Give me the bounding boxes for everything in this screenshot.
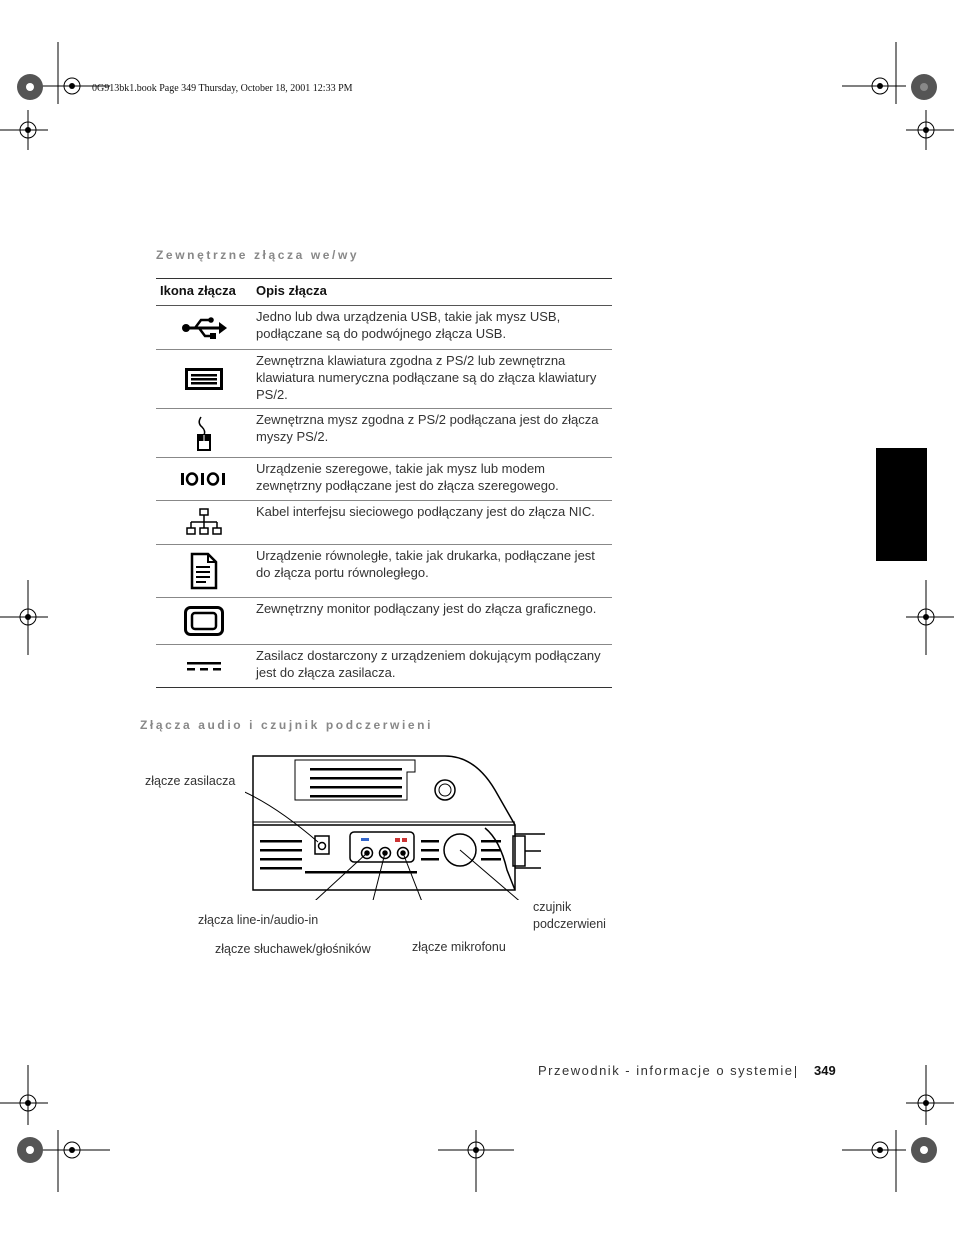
desc-parallel: Urządzenie równoległe, takie jak drukarka, podłączane jest do złącza portu równoległego. bbox=[252, 545, 612, 598]
table-row bbox=[156, 458, 612, 501]
desc-mouse: Zewnętrzna mysz zgodna z PS/2 podłączana jest do złącza myszy PS/2. bbox=[252, 409, 612, 458]
footer-guide-title: Przewodnik - informacje o systemie bbox=[538, 1063, 794, 1078]
table-header-row bbox=[156, 279, 612, 306]
network-icon bbox=[186, 508, 222, 538]
desc-monitor: Zewnętrzny monitor podłączany jest do złącza graficznego. bbox=[252, 598, 612, 645]
table-row bbox=[156, 645, 612, 688]
table-row bbox=[156, 545, 612, 598]
table-row bbox=[156, 306, 612, 350]
parallel-icon bbox=[190, 552, 218, 590]
label-line-in: złącza line-in/audio-in bbox=[198, 913, 319, 927]
book-info-header: 0G913bk1.book Page 349 Thursday, October 18, 2001 12:33 PM bbox=[92, 83, 353, 94]
desc-network: Kabel interfejsu sieciowego podłączany jest do złącza NIC. bbox=[252, 501, 612, 545]
section-title-io: Zewnętrzne złącza we/wy bbox=[156, 248, 360, 262]
usb-icon bbox=[181, 317, 227, 339]
desc-dc-power: Zasilacz dostarczony z urządzeniem dokującym podłączany jest do złącza zasilacza. bbox=[252, 645, 612, 688]
table-row bbox=[156, 350, 612, 409]
label-ir-sensor bbox=[533, 899, 606, 933]
docking-station-illustration bbox=[245, 750, 555, 900]
table-row bbox=[156, 501, 612, 545]
keyboard-icon bbox=[185, 368, 223, 390]
table-row bbox=[156, 409, 612, 458]
connector-table bbox=[156, 278, 612, 688]
label-microphone: złącze mikrofonu bbox=[412, 940, 506, 954]
col-header-desc: Opis złącza bbox=[252, 279, 612, 306]
desc-usb: Jedno lub dwa urządzenia USB, takie jak mysz USB, podłączane są do podwójnego złącza USB. bbox=[252, 306, 612, 350]
section-title-audio: Złącza audio i czujnik podczerwieni bbox=[140, 718, 434, 732]
label-ir-line1: czujnik bbox=[533, 900, 572, 914]
monitor-icon bbox=[184, 606, 224, 636]
label-ir-line2: podczerwieni bbox=[533, 917, 606, 931]
col-header-icon: Ikona złącza bbox=[156, 279, 252, 306]
table-row bbox=[156, 598, 612, 645]
label-headphones: złącze słuchawek/głośników bbox=[215, 942, 371, 956]
page-number: 349 bbox=[814, 1063, 836, 1078]
label-power-connector: złącze zasilacza bbox=[145, 774, 236, 788]
dc-power-icon bbox=[186, 660, 222, 672]
serial-icon bbox=[180, 471, 228, 487]
chapter-tab bbox=[876, 448, 927, 561]
mouse-icon bbox=[194, 415, 214, 451]
desc-serial: Urządzenie szeregowe, takie jak mysz lub modem zewnętrzny podłączane jest do złącza szeregowego. bbox=[252, 458, 612, 501]
footer-divider bbox=[795, 1066, 796, 1078]
desc-keyboard: Zewnętrzna klawiatura zgodna z PS/2 lub zewnętrzna klawiatura numeryczna podłączane są do złącza klawiatury PS/2. bbox=[252, 350, 612, 409]
